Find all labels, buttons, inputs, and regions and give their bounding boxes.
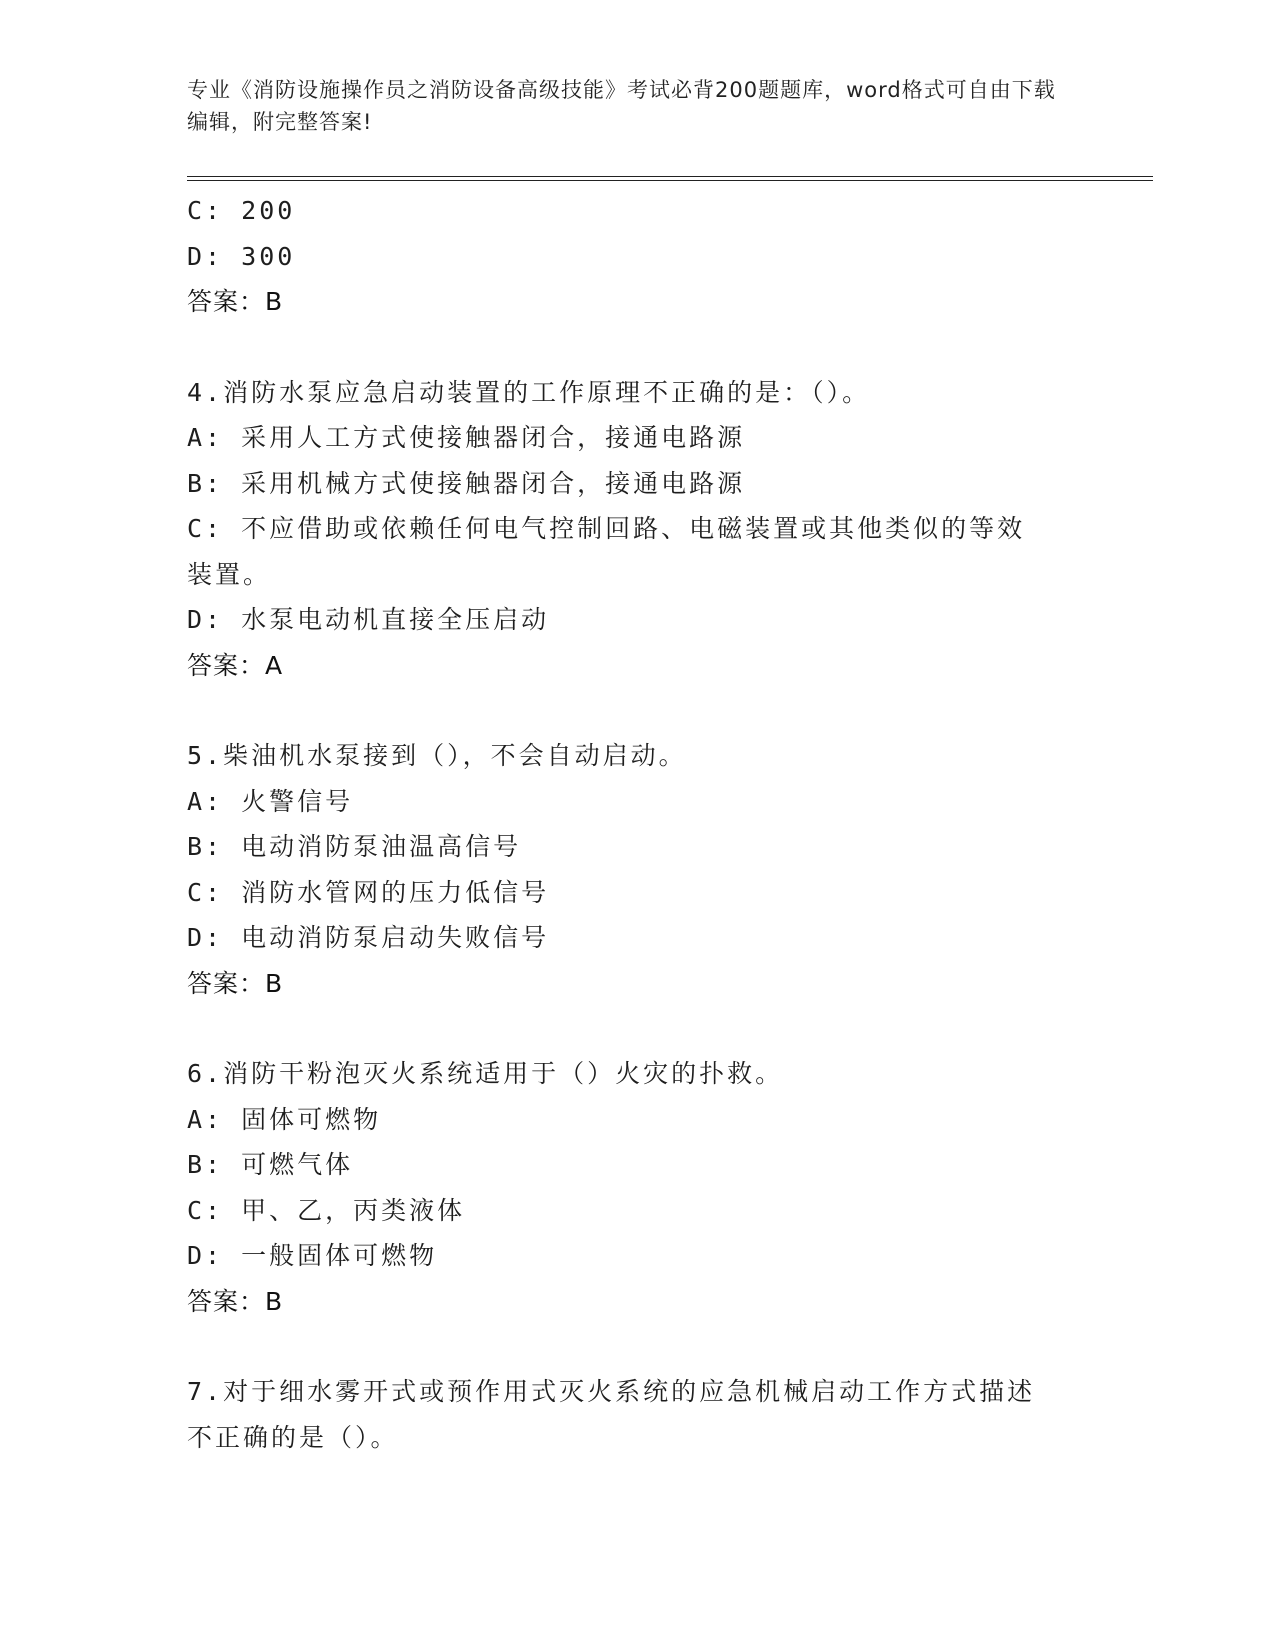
question-4 [187, 370, 1087, 689]
question-list [187, 188, 1087, 1460]
option-b: B: 采用机械方式使接触器闭合，接通电路源 [187, 468, 746, 498]
option-a: A: 固体可燃物 [187, 1104, 382, 1134]
question-stem: 4.消防水泵应急启动装置的工作原理不正确的是：（）。 [187, 377, 871, 407]
option-d: D: 一般固体可燃物 [187, 1241, 438, 1270]
header-divider [187, 176, 1153, 181]
answer-line: 答案：B [187, 1286, 284, 1316]
option-d: D: 电动消防泵启动失败信号 [187, 923, 550, 952]
option-c: C: 消防水管网的压力低信号 [187, 877, 550, 907]
question-stem: 5.柴油机水泵接到（），不会自动启动。 [187, 741, 687, 770]
option-c: C: 甲、乙，丙类液体 [187, 1195, 466, 1225]
answer-line: 答案：B [187, 287, 284, 316]
option-b: B: 可燃气体 [187, 1150, 354, 1179]
prev-question-tail [187, 188, 1087, 325]
option-a: A: 火警信号 [187, 786, 354, 816]
option-d: D: 水泵电动机直接全压启动 [187, 605, 550, 634]
question-stem: 6.消防干粉泡灭火系统适用于（）火灾的扑救。 [187, 1059, 784, 1088]
option-b: B: 电动消防泵油温高信号 [187, 832, 522, 861]
question-stem: 7.对于细水雾开式或预作用式灭火系统的应急机械启动工作方式描述不正确的是（）。 [187, 1377, 1036, 1452]
answer-line: 答案：A [187, 650, 284, 680]
question-6 [187, 1051, 1087, 1324]
option-c: C: 200 [187, 196, 296, 225]
question-5 [187, 733, 1087, 1006]
option-a: A: 采用人工方式使接触器闭合，接通电路源 [187, 423, 746, 452]
answer-line: 答案：B [187, 968, 284, 998]
document-header: 专业《消防设施操作员之消防设备高级技能》考试必背200题题库，word格式可自由下载编辑，附完整答案! [187, 78, 1056, 134]
option-c: C: 不应借助或依赖任何电气控制回路、电磁装置或其他类似的等效装置。 [187, 514, 1026, 589]
question-7 [187, 1369, 1087, 1460]
option-d: D: 300 [187, 241, 296, 271]
